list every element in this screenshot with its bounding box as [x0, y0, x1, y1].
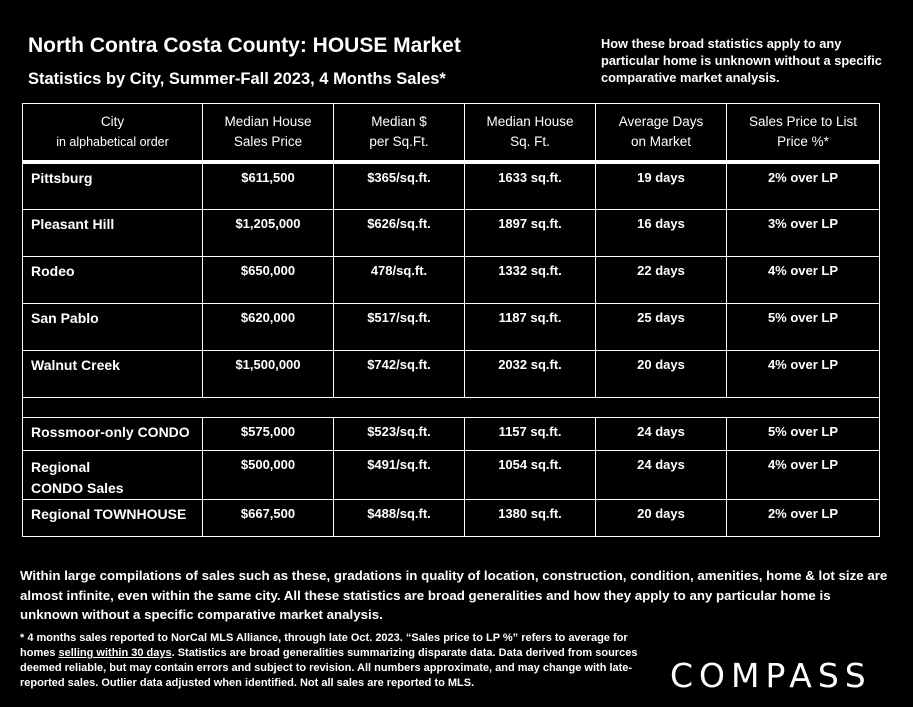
- table-header-row: [23, 104, 880, 163]
- cell-price: $620,000: [203, 303, 334, 350]
- cell-ppsf: $365/sq.ft.: [334, 162, 465, 209]
- cell-ppsf: 478/sq.ft.: [334, 256, 465, 303]
- cell-city: Pleasant Hill: [23, 209, 203, 256]
- cell-sqft: 1187 sq.ft.: [465, 303, 596, 350]
- cell-city: Rossmoor-only CONDO: [23, 417, 203, 450]
- cell-ppsf: $491/sq.ft.: [334, 450, 465, 499]
- cell-city-line1: Regional: [31, 458, 91, 475]
- column-header-price: Median House Sales Price: [203, 104, 334, 163]
- table-row-regional-townhouse: [23, 499, 880, 536]
- cell-days: 16 days: [596, 209, 727, 256]
- cell-city: San Pablo: [23, 303, 203, 350]
- cell-ppsf: $517/sq.ft.: [334, 303, 465, 350]
- footnote: [20, 631, 648, 691]
- cell-lp: 4% over LP: [727, 450, 880, 499]
- table-row-walnut-creek: [23, 350, 880, 397]
- summary-paragraph: Within large compilations of sales such as these, gradations in quality of location, construction, condition, amenities, home & lot size are almost infinite, even within the same city. All these statistics are broad generalities and how they apply to any particular home is unknown without a specific comparative market analysis.: [20, 568, 888, 622]
- separator-cell: [23, 397, 880, 417]
- cell-ppsf: $523/sq.ft.: [334, 417, 465, 450]
- compass-logo: COMPASS: [670, 656, 872, 695]
- page-subtitle: Statistics by City, Summer-Fall 2023, 4 Months Sales*: [28, 70, 446, 88]
- cell-days: 24 days: [596, 450, 727, 499]
- cell-price: $500,000: [203, 450, 334, 499]
- cell-price: $650,000: [203, 256, 334, 303]
- cell-lp: 2% over LP: [727, 499, 880, 536]
- table-row-pittsburg: [23, 162, 880, 209]
- cell-price: $575,000: [203, 417, 334, 450]
- cell-lp: 4% over LP: [727, 256, 880, 303]
- cell-sqft: 1054 sq.ft.: [465, 450, 596, 499]
- cell-city: [23, 450, 203, 499]
- column-header-days: Average Days on Market: [596, 104, 727, 163]
- cell-sqft: 1380 sq.ft.: [465, 499, 596, 536]
- cell-ppsf: $488/sq.ft.: [334, 499, 465, 536]
- cell-lp: 5% over LP: [727, 417, 880, 450]
- cell-ppsf: $742/sq.ft.: [334, 350, 465, 397]
- cell-lp: 5% over LP: [727, 303, 880, 350]
- cell-days: 24 days: [596, 417, 727, 450]
- footnote-text-start: * 4 months sales reported to NorCal MLS Alliance, through late Oct. 2023. “Sales price to LP %” refers to average for homes: [20, 632, 628, 659]
- cell-price: $1,500,000: [203, 350, 334, 397]
- table-separator-row: [23, 397, 880, 417]
- column-header-ppsf: Median $ per Sq.Ft.: [334, 104, 465, 163]
- table-row-pleasant-hill: [23, 209, 880, 256]
- cell-lp: 3% over LP: [727, 209, 880, 256]
- table-row-rossmoor-condo: [23, 417, 880, 450]
- table-row-rodeo: [23, 256, 880, 303]
- cell-city: Walnut Creek: [23, 350, 203, 397]
- cell-sqft: 1633 sq.ft.: [465, 162, 596, 209]
- cell-city: Pittsburg: [23, 162, 203, 209]
- market-stats-table: [22, 103, 880, 537]
- cell-days: 20 days: [596, 499, 727, 536]
- cell-sqft: 2032 sq.ft.: [465, 350, 596, 397]
- cell-price: $611,500: [203, 162, 334, 209]
- column-header-lp: Sales Price to List Price %*: [727, 104, 880, 163]
- cell-sqft: 1332 sq.ft.: [465, 256, 596, 303]
- column-header-city: City in alphabetical order: [23, 104, 203, 163]
- cell-lp: 2% over LP: [727, 162, 880, 209]
- cell-sqft: 1897 sq.ft.: [465, 209, 596, 256]
- cell-city: Rodeo: [23, 256, 203, 303]
- footnote-underlined: selling within 30 days: [58, 647, 172, 659]
- footnote-text-end: . Statistics are broad generalities summarizing disparate data. Data derived from sources deemed reliable, but may contain errors and subject to revision. All numbers approximate, and may change with late-reported sales. Outlier data adjusted when identified. Not all sales are reported to MLS.: [20, 647, 638, 689]
- cell-city: Regional TOWNHOUSE: [23, 499, 203, 536]
- cell-days: 19 days: [596, 162, 727, 209]
- column-header-sqft: Median House Sq. Ft.: [465, 104, 596, 163]
- cell-days: 22 days: [596, 256, 727, 303]
- cell-lp: 4% over LP: [727, 350, 880, 397]
- cell-days: 20 days: [596, 350, 727, 397]
- cell-sqft: 1157 sq.ft.: [465, 417, 596, 450]
- page-title: North Contra Costa County: HOUSE Market: [28, 34, 461, 57]
- cell-days: 25 days: [596, 303, 727, 350]
- cell-price: $667,500: [203, 499, 334, 536]
- cell-city-line2: CONDO Sales: [31, 479, 124, 496]
- disclaimer-note: How these broad statistics apply to any particular home is unknown without a specific comparative market analysis.: [601, 36, 882, 85]
- table-row-san-pablo: [23, 303, 880, 350]
- cell-price: $1,205,000: [203, 209, 334, 256]
- table-row-regional-condo: [23, 450, 880, 499]
- cell-ppsf: $626/sq.ft.: [334, 209, 465, 256]
